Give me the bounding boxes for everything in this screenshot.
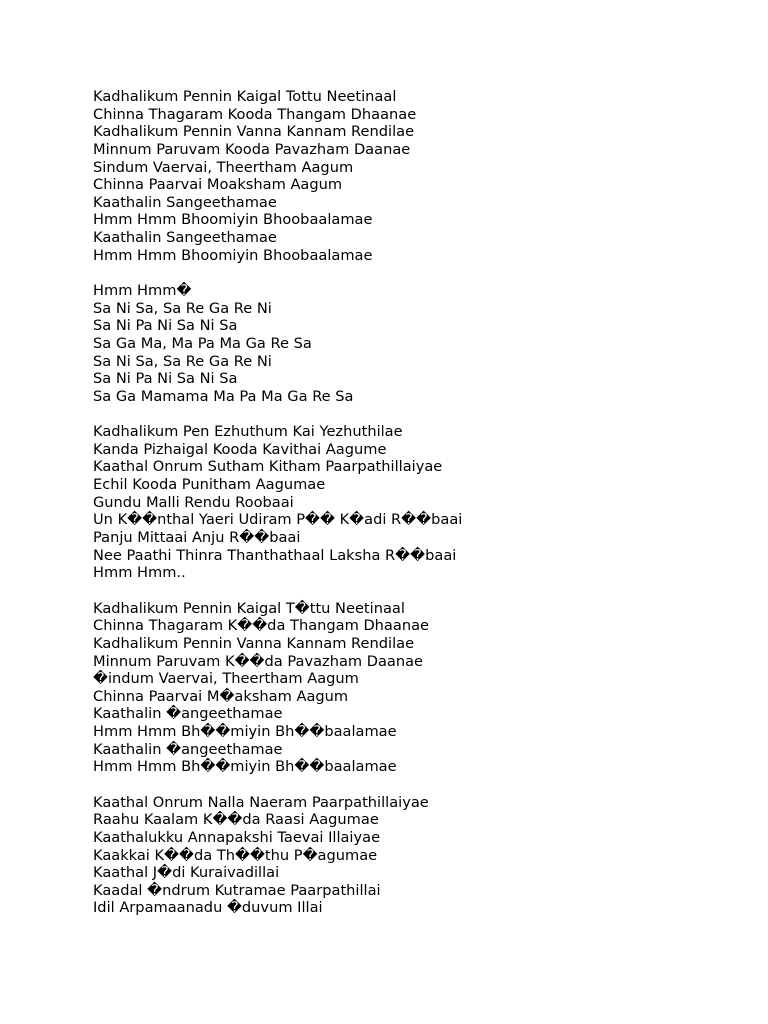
lyric-line: Kadhalikum Pennin Kaigal Tottu Neetinaal — [93, 88, 397, 105]
lyric-line: Panju Mittaai Anju R��baai — [93, 529, 301, 547]
lyric-line: Kaadal �ndrum Kutramae Paarpathillai — [93, 881, 381, 899]
lyric-line: Sa Ni Sa, Sa Re Ga Re Ni — [93, 299, 272, 317]
lyric-line: Minnum Paruvam K��da Pavazham Daanae — [93, 652, 424, 670]
lyric-line: Gundu Malli Rendu Roobaai — [93, 493, 294, 511]
stanza-5 — [93, 794, 733, 917]
lyric-line: �indum Vaervai, Theertham Aagum — [93, 670, 359, 688]
lyric-line: Kaathalin �angeethamae — [93, 740, 283, 758]
stanza-1 — [93, 88, 733, 264]
lyric-line: Kaathalin Sangeethamae — [93, 193, 277, 211]
lyric-line: Hmm Hmm.. — [93, 564, 186, 582]
stanza-2 — [93, 282, 733, 405]
lyric-line: Kanda Pizhaigal Kooda Kavithai Aagume — [93, 440, 387, 458]
lyric-line: Sa Ni Sa, Sa Re Ga Re Ni — [93, 352, 272, 370]
lyric-line: Sa Ga Ma, Ma Pa Ma Ga Re Sa — [93, 334, 312, 352]
lyric-line: Sa Ni Pa Ni Sa Ni Sa — [93, 317, 238, 335]
lyric-line: Hmm Hmm Bhoomiyin Bhoobaalamae — [93, 211, 373, 229]
lyric-line: Kaathal Onrum Sutham Kitham Paarpathillaiyae — [93, 458, 443, 476]
lyric-line: Kaathalin Sangeethamae — [93, 229, 277, 247]
lyric-line: Sindum Vaervai, Theertham Aagum — [93, 158, 354, 176]
lyric-line: Hmm Hmm Bhoomiyin Bhoobaalamae — [93, 246, 373, 264]
lyric-line: Sa Ga Mamama Ma Pa Ma Ga Re Sa — [93, 387, 354, 405]
lyric-line: Kaathal Onrum Nalla Naeram Paarpathillaiyae — [93, 793, 429, 811]
lyric-line: Echil Kooda Punitham Aagumae — [93, 476, 326, 494]
lyric-line: Kadhalikum Pennin Vanna Kannam Rendilae — [93, 634, 415, 652]
lyric-line: Chinna Paarvai Moaksham Aagum — [93, 176, 343, 194]
lyric-line: Chinna Thagaram Kooda Thangam Dhaanae — [93, 105, 417, 123]
lyric-line: Hmm Hmm Bh��miyin Bh��baalamae — [93, 758, 397, 776]
stanza-4 — [93, 600, 733, 776]
lyric-line: Kadhalikum Pennin Vanna Kannam Rendilae — [93, 123, 415, 141]
lyric-line: Idil Arpamaanadu �duvum Illai — [93, 899, 323, 917]
lyric-line: Kaathalukku Annapakshi Taevai Illaiyae — [93, 828, 381, 846]
stanza-3 — [93, 423, 733, 582]
lyric-line: Kaathal J�di Kuraivadillai — [93, 864, 280, 882]
lyric-line: Chinna Thagaram K��da Thangam Dhaanae — [93, 617, 429, 635]
lyric-line: Minnum Paruvam Kooda Pavazham Daanae — [93, 140, 411, 158]
lyrics-text — [93, 88, 733, 935]
lyric-line: Nee Paathi Thinra Thanthathaal Laksha R��baai — [93, 546, 457, 564]
lyric-line: Un K��nthal Yaeri Udiram P�� K�adi R��baai — [93, 511, 463, 529]
lyric-line: Hmm Hmm� — [93, 282, 192, 300]
lyric-line: Kadhalikum Pennin Kaigal T�ttu Neetinaal — [93, 599, 405, 617]
lyric-line: Chinna Paarvai M�aksham Aagum — [93, 687, 349, 705]
lyric-line: Sa Ni Pa Ni Sa Ni Sa — [93, 370, 238, 388]
lyric-line: Kaathalin �angeethamae — [93, 705, 283, 723]
lyric-line: Hmm Hmm Bh��miyin Bh��baalamae — [93, 723, 397, 741]
lyric-line: Raahu Kaalam K��da Raasi Aagumae — [93, 811, 379, 829]
lyric-line: Kaakkai K��da Th��thu P�agumae — [93, 846, 378, 864]
lyric-line: Kadhalikum Pen Ezhuthum Kai Yezhuthilae — [93, 423, 403, 441]
